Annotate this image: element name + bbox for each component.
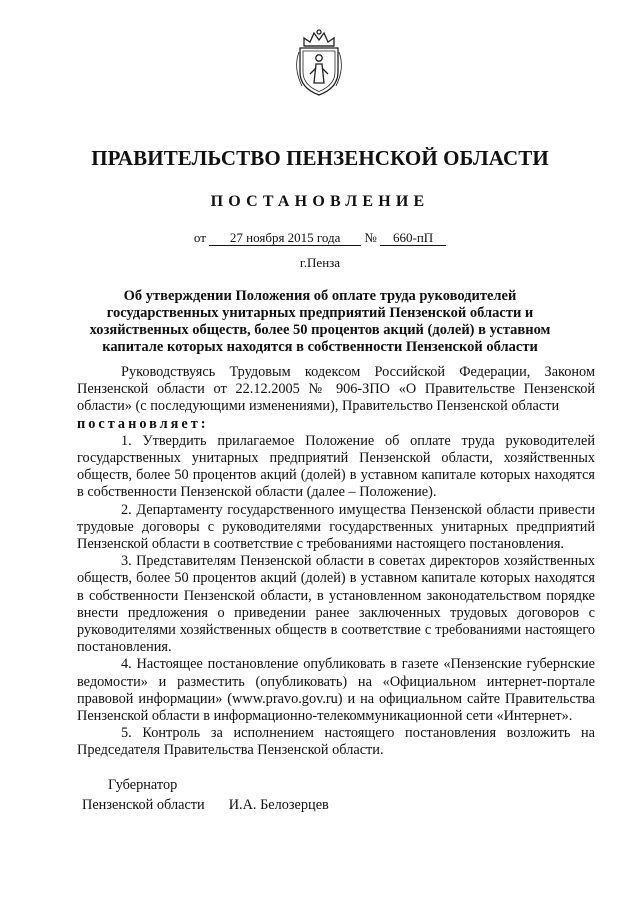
date-prefix: от — [193, 230, 206, 245]
item-paragraph: 4. Настоящее постановление опубликовать в газете «Пензенские губернские ведомости» и разместить (опубликовать) на «Официальном интернет-портале правовой информации» (www.pravo.gov.ru) и на официальном сайте Правительства Пензенской области в информационно-телекоммуникационной сети «Интернет». — [77, 656, 595, 725]
decides-label: постановляет: — [77, 415, 209, 432]
penza-coat-of-arms-icon — [290, 28, 348, 98]
preamble-paragraph: Руководствуясь Трудовым кодексом Российской Федерации, Законом Пензенской области от 22.12.2005 № 906-ЗПО «О Правительстве Пензенской области» (с последующими изменениями), Правительство Пензенской области — [77, 364, 595, 415]
document-number: 660-пП — [380, 230, 446, 246]
document-title: Об утверждении Положения об оплате труда руководителей государственных унитарных предприятий Пензенской области и хозяйственных обществ, более 50 процентов акций (долей) в уставном капитале которых находятся в собственности Пензенской области — [89, 288, 551, 355]
city: г.Пенза — [299, 255, 341, 270]
signer-position-line1: Губернатор — [108, 777, 178, 793]
item-paragraph: 3. Представителям Пензенской области в советах директоров хозяйственных обществ, более 50 процентов акций (долей) в уставном капитале которых находятся в собственности Пензенской области, в установленном законодательством порядке внести предложения о приведении ранее заключенных трудовых договоров с руководителями хозяйственных обществ в соответствие с требованиями настоящего постановления. — [77, 553, 595, 656]
signer-position-line2-row — [82, 795, 329, 815]
date-number-line — [0, 230, 640, 246]
item-paragraph: 5. Контроль за исполнением настоящего постановления возложить на Председателя Правительства Пензенской области. — [77, 725, 595, 759]
document-type: ПОСТАНОВЛЕНИЕ — [210, 193, 430, 210]
signature-block — [82, 775, 329, 815]
document-date: 27 ноября 2015 года — [209, 230, 361, 246]
signer-position-line2: Пензенской области — [82, 797, 205, 813]
item-paragraph: 1. Утвердить прилагаемое Положение об оплате труда руководителей государственных унитарных предприятий Пензенской области, хозяйственных обществ, более 50 процентов акций (долей) в уставном капитале которых находятся в собственности Пензенской области (далее – Положение). — [77, 432, 595, 501]
document-body — [77, 364, 595, 760]
item-paragraph: 2. Департаменту государственного имущества Пензенской области привести трудовые договоры с руководителями государственных унитарных предприятий Пензенской области в соответствие с требованиями настоящего постановления. — [77, 501, 595, 553]
number-prefix: № — [364, 230, 377, 245]
organization-name: ПРАВИТЕЛЬСТВО ПЕНЗЕНСКОЙ ОБЛАСТИ — [91, 146, 549, 170]
decides-word — [77, 416, 595, 433]
signer-name: И.А. Белозерцев — [228, 797, 329, 813]
